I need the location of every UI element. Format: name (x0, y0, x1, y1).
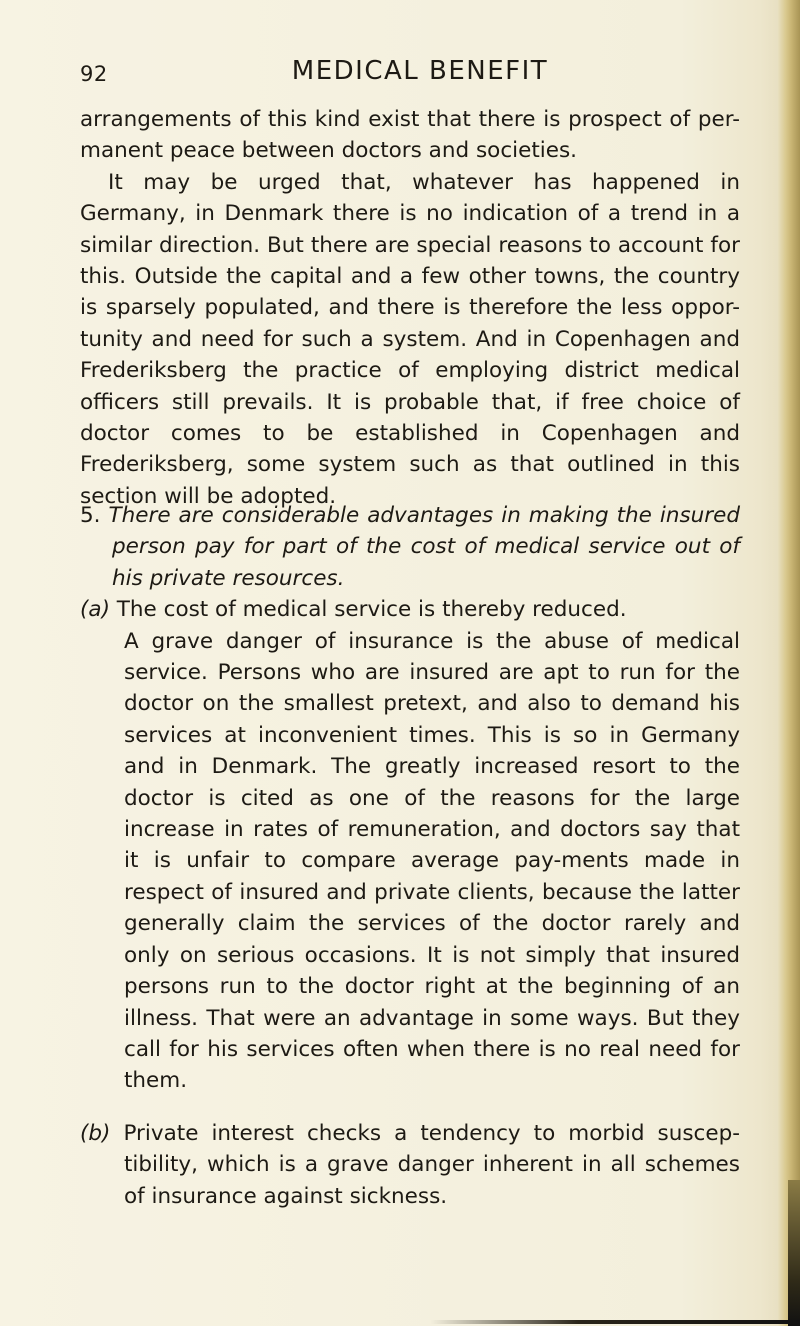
point-a-statement: The cost of medical service is thereby reduced. (116, 597, 627, 623)
section-heading-text: There are considerable advantages in making the insured person pay for part of the cost of medical service out of his private resources. (108, 503, 740, 591)
section-number: 5. (80, 503, 101, 528)
point-a-body: A grave danger of insurance is the abuse of medical service. Persons who are insured are apt to run for the doctor on the smallest pretext, and also to demand his services at inconvenient times. This is so in Germany and in Denmark. The greatly increased resort to the doctor is cited as one of the reasons for the large increase in rates of remuneration, and doctors say that it is unfair to compare average pay-ments made in respect of insured and private clients, because the latter generally claim the services of the doctor rarely and only on serious occasions. It is not simply that insured persons run to the doctor right at the beginning of an illness. That were an advantage in some ways. But they call for his services often when there is no real need for them. (124, 628, 740, 1094)
page-header (80, 56, 740, 96)
point-b-body: Private interest checks a tendency to morbid suscep-tibility, which is a grave danger inherent in all schemes of insurance against sickness. (123, 1121, 740, 1209)
running-head: MEDICAL BENEFIT (291, 56, 549, 86)
section-5-heading (80, 500, 740, 594)
point-b-paragraph (80, 1118, 740, 1212)
paragraph-continuation: arrangements of this kind exist that there is prospect of per-manent peace between doctors and societies. (80, 107, 740, 164)
body-text (80, 104, 740, 512)
page-bottom-edge (430, 1320, 800, 1324)
point-b-label: (b) (80, 1121, 111, 1146)
page-number: 92 (80, 62, 108, 86)
point-b (80, 1118, 740, 1212)
page-binding-edge (778, 0, 800, 1326)
point-a-statement-line (80, 594, 740, 625)
section-5 (80, 500, 740, 1097)
binding-shadow (788, 1180, 800, 1326)
paragraph-denmark: It may be urged that, whatever has happened in Germany, in Denmark there is no indication of a trend in a similar direction. But there are special reasons to account for this. Outside the capital and a few other towns, the country is sparsely populated, and there is therefore the less oppor-tunity and need for such a system. And in Copenhagen and Frederiksberg the practice of employing district medical officers still prevails. It is probable that, if free choice of doctor comes to be established in Copenhagen and Frederiksberg, some system such as that outlined in this section will be adopted. (80, 169, 740, 509)
point-a-label: (a) (80, 597, 110, 623)
point-a (80, 594, 740, 1097)
